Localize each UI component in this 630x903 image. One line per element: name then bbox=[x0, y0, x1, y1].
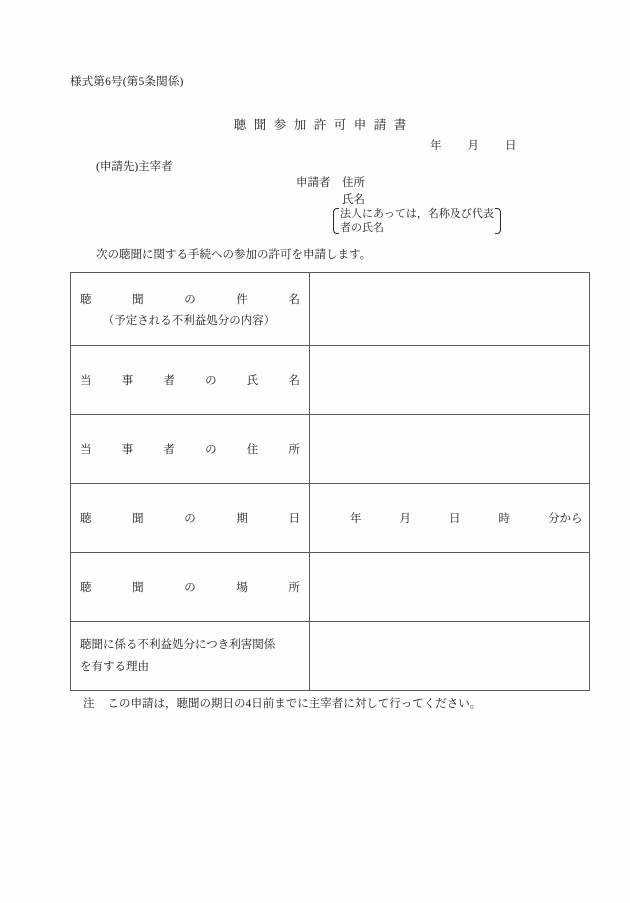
datetime-field-labels bbox=[320, 510, 583, 526]
footer-note-mark: 注 bbox=[83, 698, 95, 710]
dt-hour-label: 時 bbox=[498, 513, 510, 525]
row-value-interest-reason[interactable] bbox=[310, 622, 590, 691]
table-row bbox=[71, 273, 590, 346]
row-value-party-name[interactable] bbox=[310, 346, 590, 415]
row-sub-label: （予定される不利益処分の内容） bbox=[102, 314, 276, 327]
applicant-name-label: 氏名 bbox=[342, 194, 365, 206]
table-row bbox=[71, 346, 590, 415]
corporate-note-line-2: 者の氏名 bbox=[340, 222, 384, 234]
bracket-right-icon bbox=[495, 207, 501, 235]
row-value-hearing-subject[interactable] bbox=[310, 273, 590, 346]
label-justified: 聴 聞 の 場 所 bbox=[80, 582, 300, 594]
label-justified: 当 事 者 の 住 所 bbox=[80, 444, 300, 456]
corporate-note bbox=[333, 207, 501, 235]
label-justified: 聴 聞 の 期 日 bbox=[80, 513, 300, 525]
label-justified: 当 事 者 の 氏 名 bbox=[80, 375, 300, 387]
row-label-hearing-place bbox=[71, 553, 310, 622]
row-label-party-address bbox=[71, 415, 310, 484]
page-title: 聴聞参加許可申請書 bbox=[233, 118, 414, 132]
bracket-left-icon bbox=[333, 207, 339, 235]
row-value-hearing-date[interactable] bbox=[310, 484, 590, 553]
row-label-party-name bbox=[71, 346, 310, 415]
date-day-label: 日 bbox=[505, 140, 517, 152]
row-label-hearing-subject bbox=[71, 273, 310, 346]
row-label-interest-reason-line-2: を有する理由 bbox=[80, 661, 149, 673]
row-label-interest-reason bbox=[71, 622, 310, 691]
row-label-hearing-date bbox=[71, 484, 310, 553]
dt-day-label: 日 bbox=[449, 513, 461, 525]
row-value-hearing-place[interactable] bbox=[310, 553, 590, 622]
dt-month-label: 月 bbox=[399, 513, 411, 525]
applicant-label: 申請者 bbox=[296, 177, 331, 189]
label-justified: 聴 聞 の 件 名 bbox=[80, 293, 300, 306]
row-label-interest-reason-line-1: 聴聞に係る不利益処分につき利害関係 bbox=[80, 639, 276, 651]
dt-year-label: 年 bbox=[350, 513, 362, 525]
dt-minute-label: 分から bbox=[548, 513, 583, 525]
footer-note-text: この申請は，聴聞の期日の4日前までに主宰者に対して行ってください。 bbox=[107, 698, 482, 710]
row-value-party-address[interactable] bbox=[310, 415, 590, 484]
applicant-address-label: 住所 bbox=[342, 177, 365, 189]
table-row bbox=[71, 484, 590, 553]
application-table bbox=[70, 272, 590, 691]
intro-sentence: 次の聴聞に関する手続への参加の許可を申請します。 bbox=[96, 249, 372, 261]
date-month-label: 月 bbox=[467, 140, 479, 152]
addressee-line: (申請先)主宰者 bbox=[96, 161, 173, 173]
form-number: 様式第6号(第5条関係) bbox=[70, 76, 184, 88]
table-row bbox=[71, 415, 590, 484]
corporate-note-line-1: 法人にあっては，名称及び代表 bbox=[340, 208, 494, 220]
date-year-label: 年 bbox=[430, 140, 442, 152]
table-row bbox=[71, 553, 590, 622]
table-row bbox=[71, 622, 590, 691]
date-line bbox=[430, 137, 517, 153]
footer-note bbox=[83, 695, 481, 711]
applicant-block bbox=[296, 175, 365, 209]
applicant-address-row bbox=[296, 175, 365, 192]
